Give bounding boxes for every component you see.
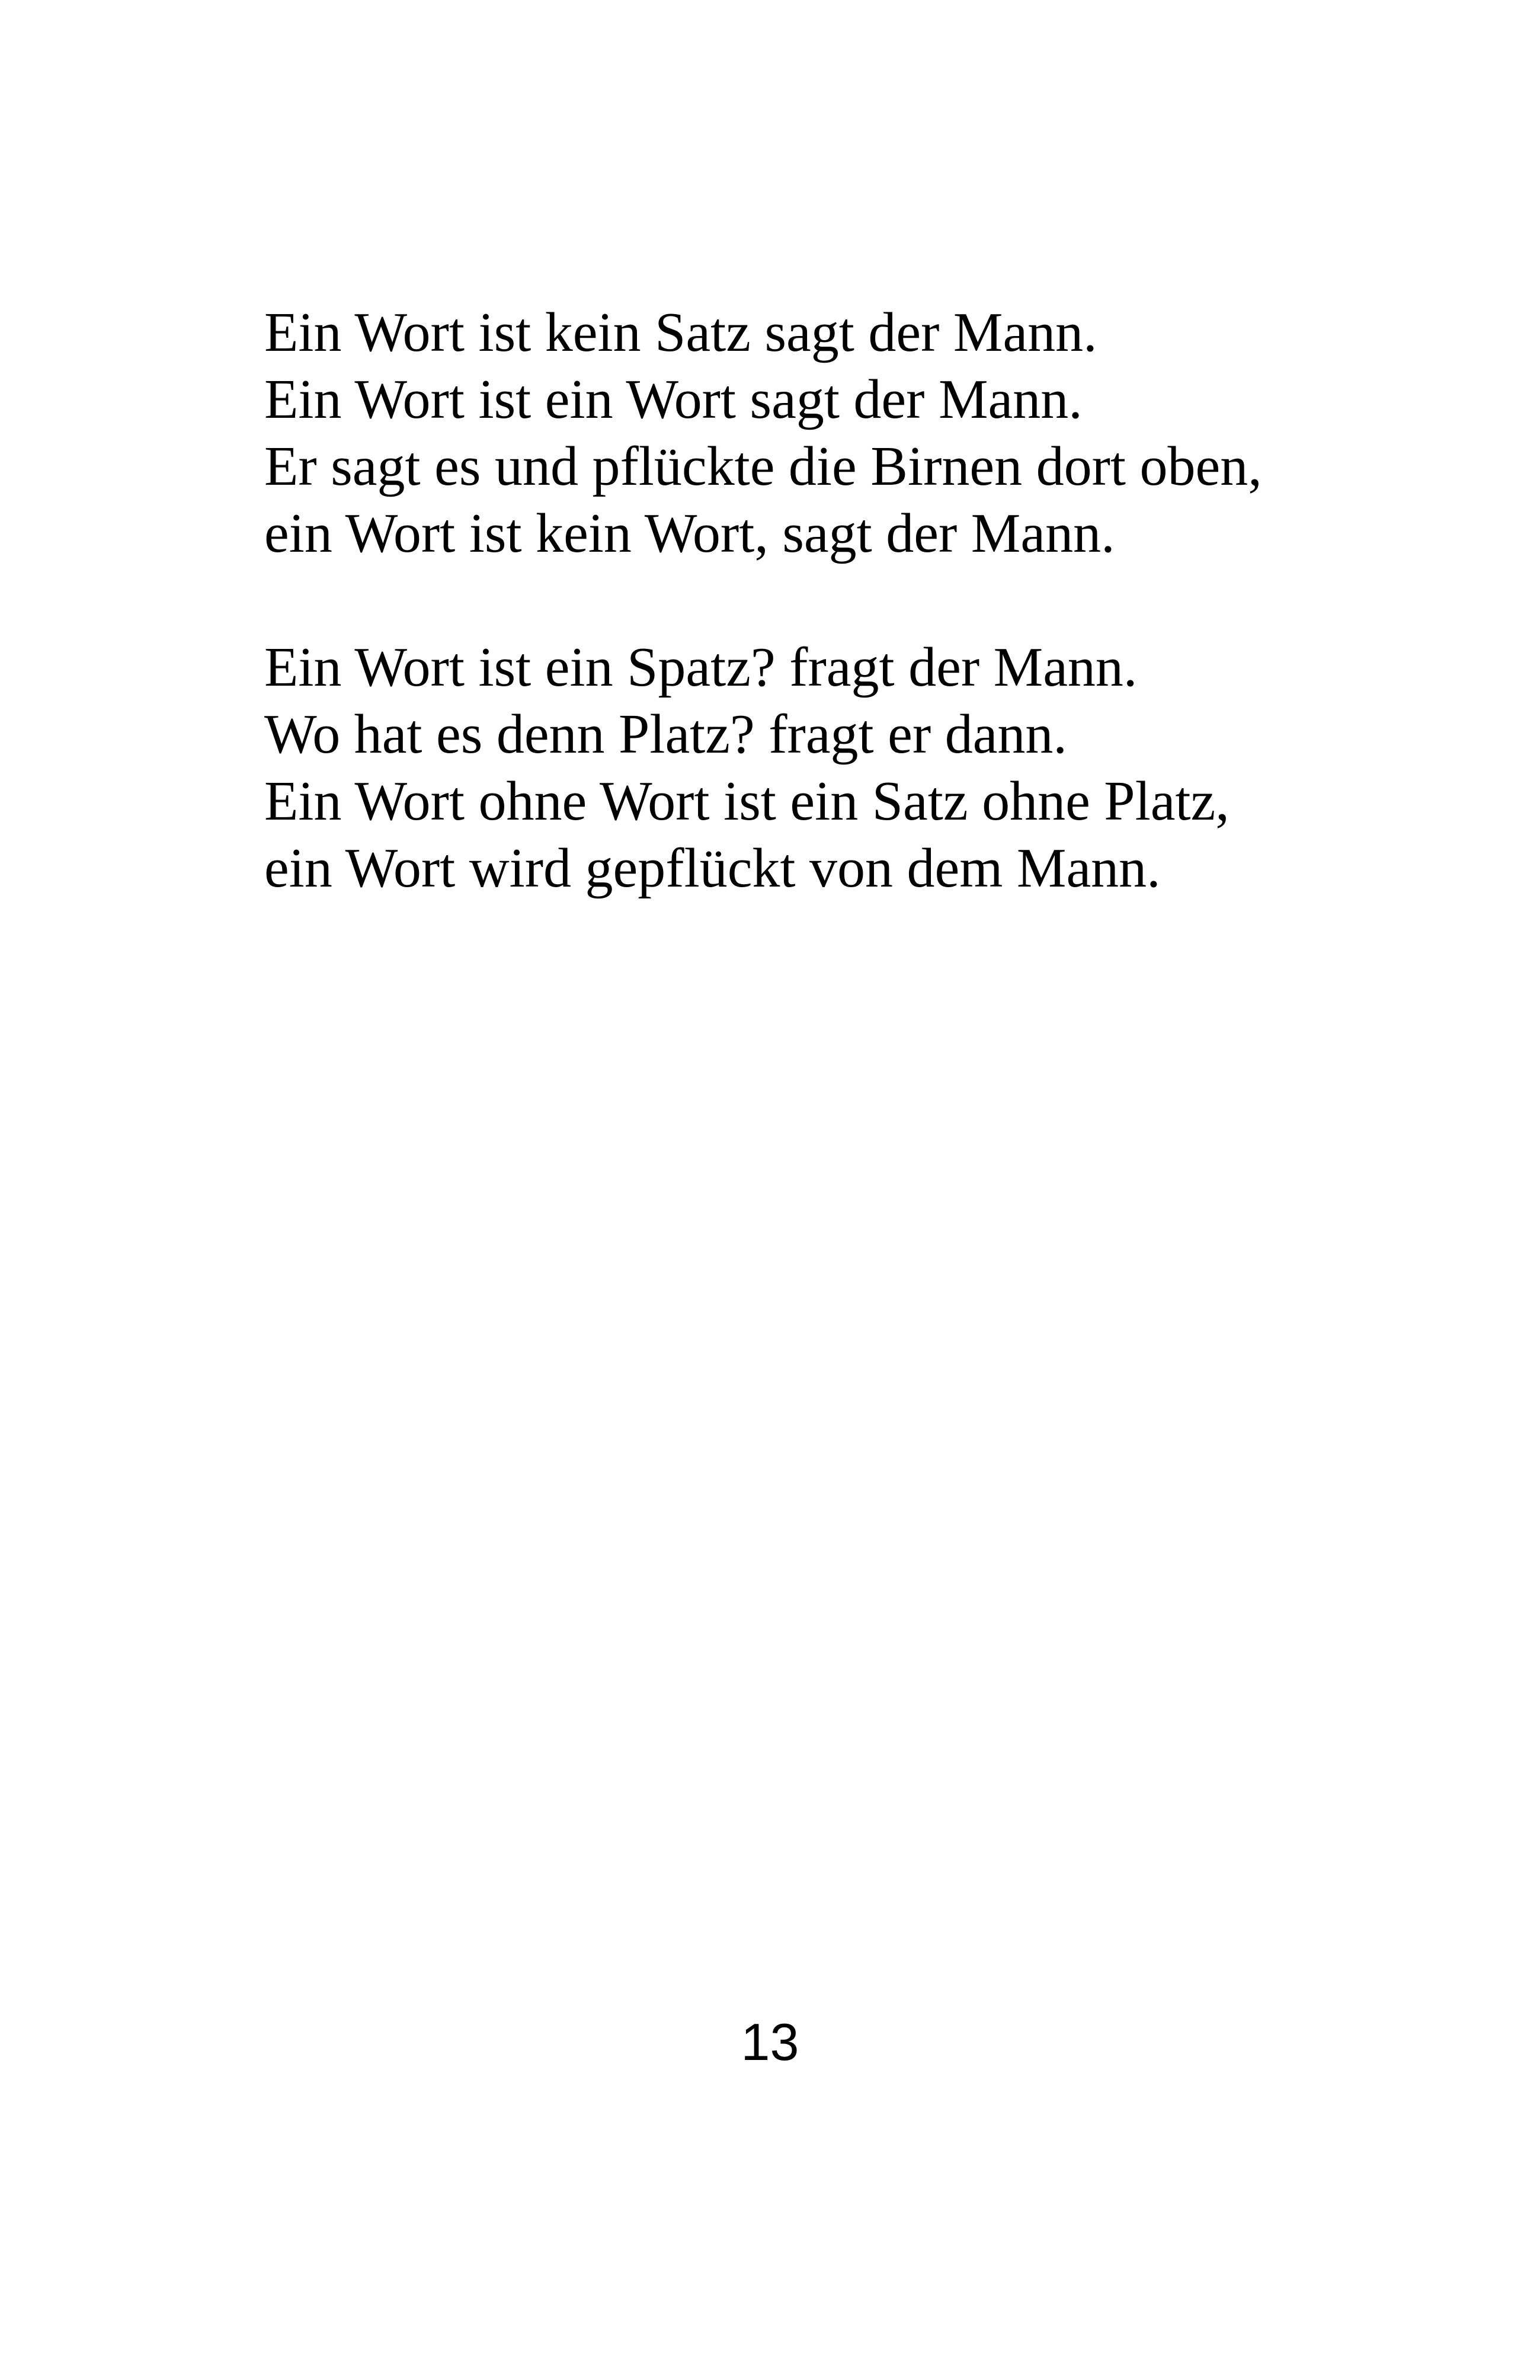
poem-line: ein Wort wird gepflückt von dem Mann.	[264, 837, 1161, 899]
poem-body	[264, 299, 1266, 902]
page-number: 13	[741, 2013, 799, 2071]
poem-line: ein Wort ist kein Wort, sagt der Mann.	[264, 503, 1115, 564]
poem-line: Ein Wort ist kein Satz sagt der Mann.	[264, 302, 1097, 363]
poem-line: Er sagt es und pflückte die Birnen dort oben,	[264, 436, 1262, 497]
stanza-1	[264, 299, 1266, 567]
poem-line: Ein Wort ohne Wort ist ein Satz ohne Platz,	[264, 770, 1230, 832]
poem-line: Ein Wort ist ein Wort sagt der Mann.	[264, 369, 1083, 430]
poem-line: Ein Wort ist ein Spatz? fragt der Mann.	[264, 636, 1138, 698]
poem-line: Wo hat es denn Platz? fragt er dann.	[264, 703, 1067, 765]
stanza-2	[264, 634, 1266, 902]
